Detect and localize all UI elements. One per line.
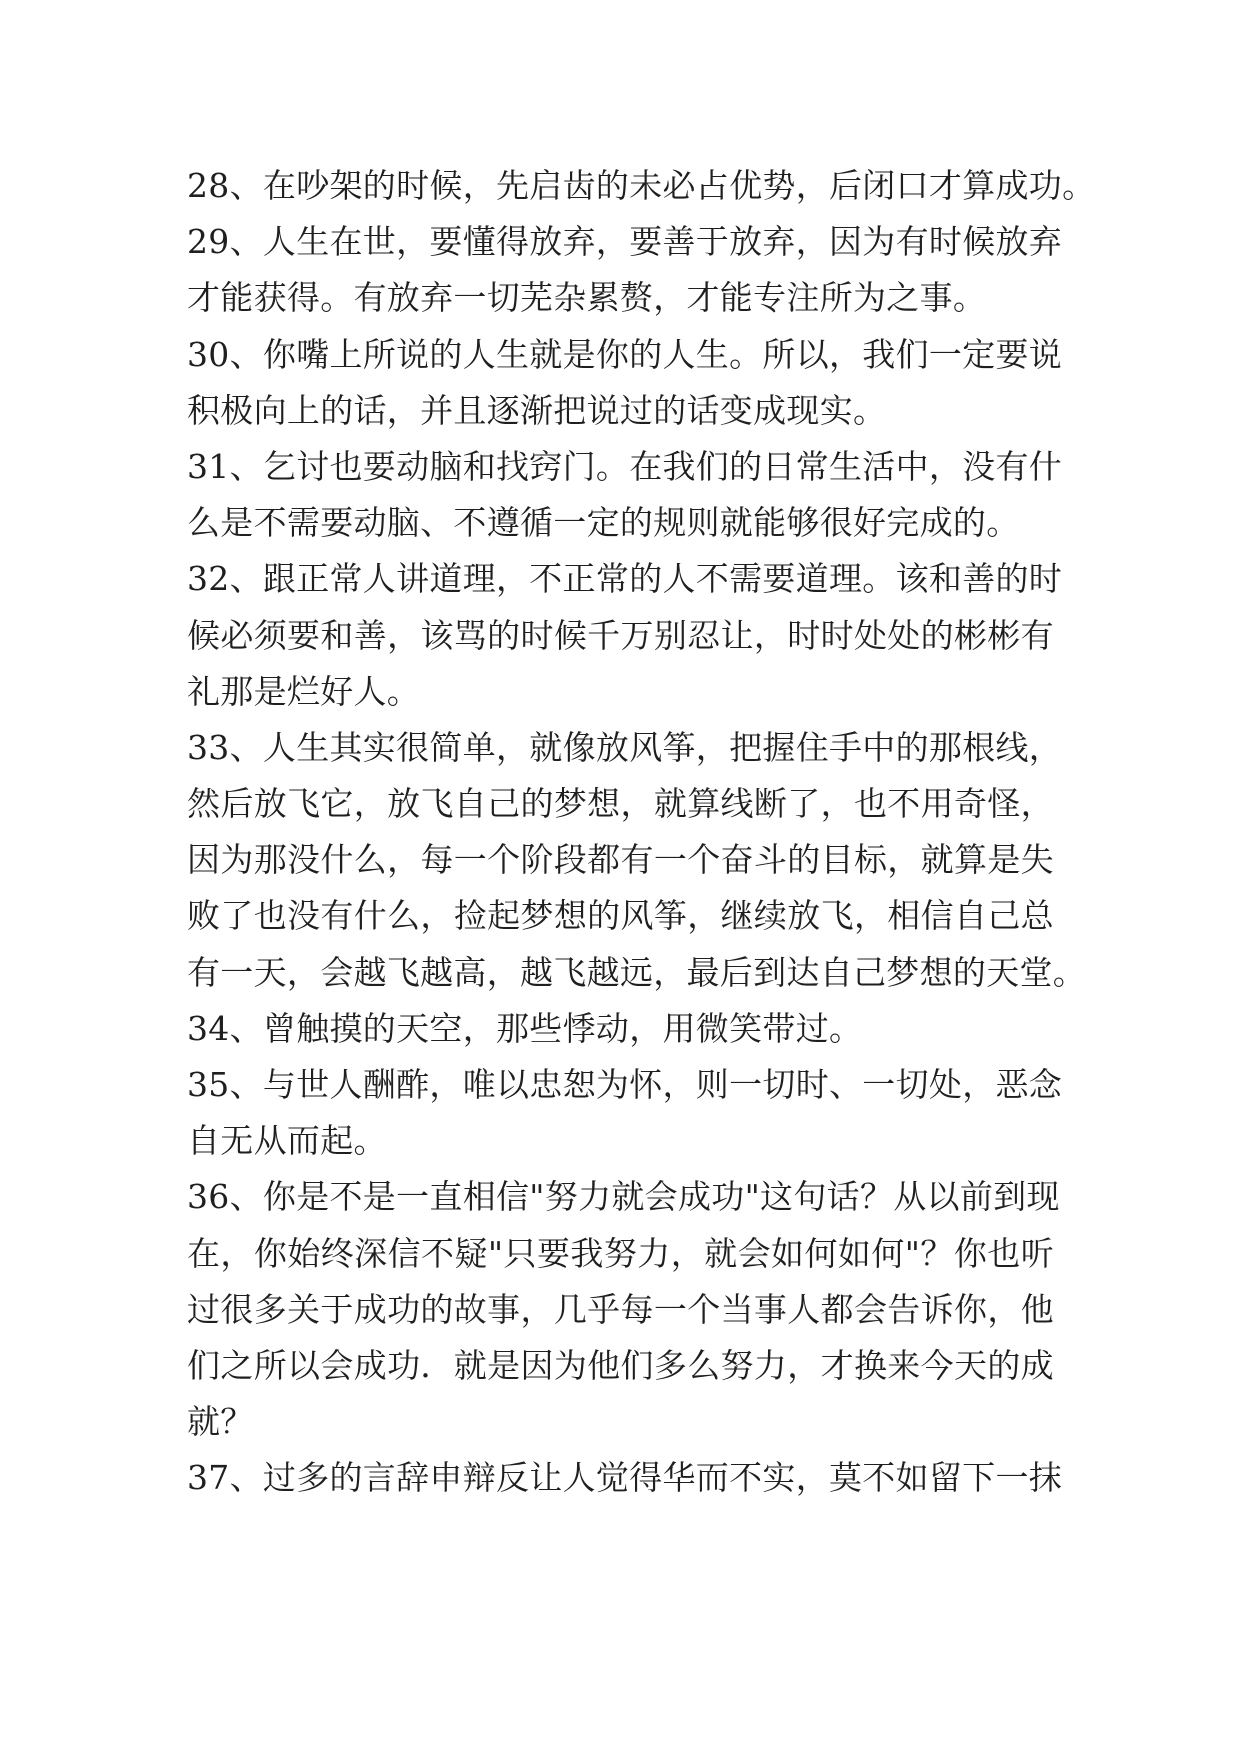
text-line: 么是不需要动脑、不遵循一定的规则就能够很好完成的。	[187, 503, 1020, 543]
text-line: 就？	[187, 1402, 254, 1442]
text-line: 37、过多的言辞申辩反让人觉得华而不实，莫不如留下一抹	[187, 1458, 1063, 1498]
text-line: 在，你始终深信不疑"只要我努力，就会如何如何"？你也听	[187, 1233, 1054, 1273]
text-line: 积极向上的话，并且逐渐把说过的话变成现实。	[187, 390, 887, 430]
text-line: 自无从而起。	[187, 1121, 387, 1161]
text-line: 36、你是不是一直相信"努力就会成功"这句话？从以前到现	[187, 1177, 1060, 1217]
text-line: 候必须要和善，该骂的时候千万别忍让，时时处处的彬彬有	[187, 615, 1054, 655]
text-line: 败了也没有什么，捡起梦想的风筝，继续放飞，相信自己总	[187, 896, 1054, 936]
text-line: 礼那是烂好人。	[187, 671, 421, 711]
text-line: 31、乞讨也要动脑和找窍门。在我们的日常生活中，没有什	[187, 446, 1063, 486]
text-line: 才能获得。有放弃一切芜杂累赘，才能专注所为之事。	[187, 278, 987, 318]
text-line: 有一天，会越飞越高，越飞越远，最后到达自己梦想的天堂。	[187, 952, 1087, 992]
text-line: 28、在吵架的时候，先启齿的未必占优势，后闭口才算成功。	[187, 166, 1096, 205]
text-line: 32、跟正常人讲道理，不正常的人不需要道理。该和善的时	[187, 559, 1063, 599]
text-line: 因为那没什么，每一个阶段都有一个奋斗的目标，就算是失	[187, 840, 1054, 880]
text-line: 35、与世人酬酢，唯以忠恕为怀，则一切时、一切处，恶念	[187, 1065, 1063, 1104]
text-line: 29、人生在世，要懂得放弃，要善于放弃，因为有时候放弃	[187, 222, 1063, 262]
text-line: 然后放飞它，放飞自己的梦想，就算线断了，也不用奇怪，	[187, 784, 1054, 824]
text-line: 们之所以会成功．就是因为他们多么努力，才换来今天的成	[187, 1345, 1054, 1385]
document-body	[187, 158, 1096, 1507]
text-line: 过很多关于成功的故事，几乎每一个当事人都会告诉你，他	[187, 1289, 1054, 1329]
text-line: 33、人生其实很简单，就像放风筝，把握住手中的那根线，	[187, 727, 1063, 767]
text-line: 34、曾触摸的天空，那些悸动，用微笑带过。	[187, 1008, 863, 1048]
text-line: 30、你嘴上所说的人生就是你的人生。所以，我们一定要说	[187, 334, 1063, 374]
